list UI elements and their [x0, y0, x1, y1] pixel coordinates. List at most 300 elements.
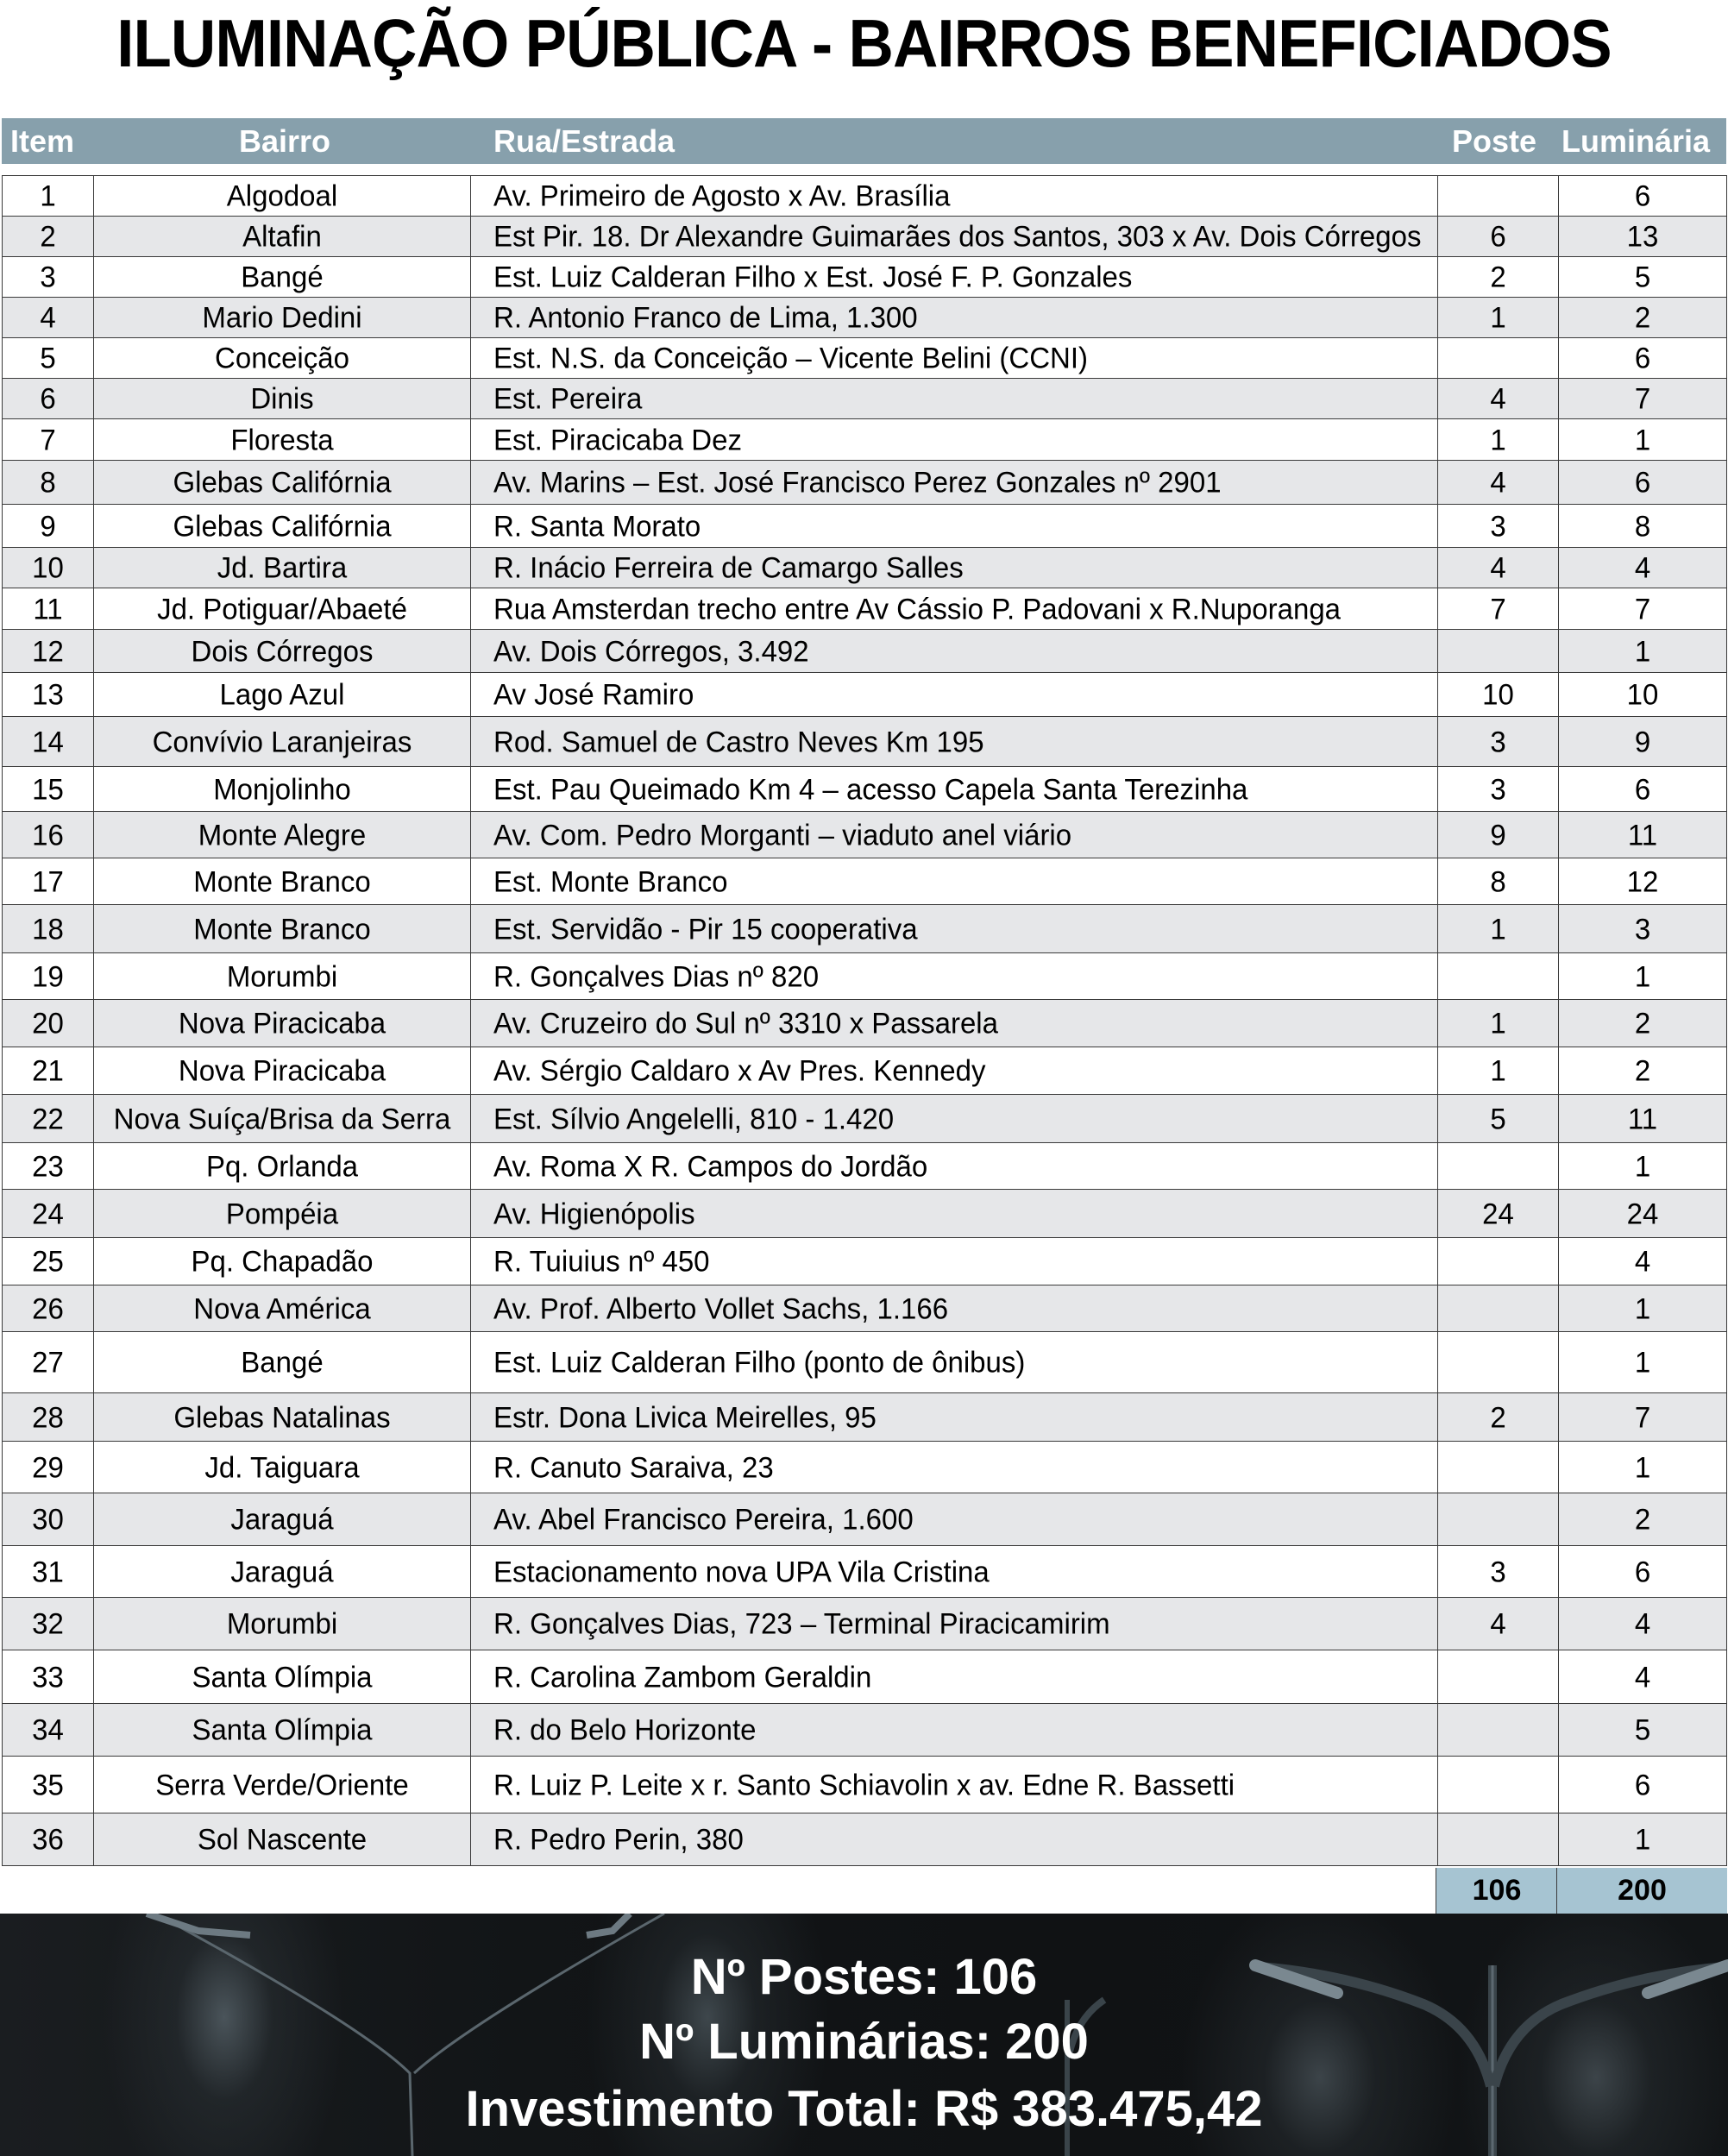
table-row	[3, 767, 1727, 812]
table-row	[3, 858, 1727, 905]
row-rua-cell	[471, 548, 1438, 588]
row-poste-cell	[1438, 812, 1559, 858]
row-rua: Av. Cruzeiro do Sul nº 3310 x Passarela	[493, 1006, 998, 1040]
row-rua-cell	[471, 1393, 1438, 1442]
row-bairro-cell	[94, 953, 471, 1000]
row-bairro-cell	[94, 1598, 471, 1650]
row-item: 19	[32, 959, 64, 993]
row-bairro-cell	[94, 1757, 471, 1813]
row-bairro-cell	[94, 673, 471, 717]
row-item: 36	[32, 1822, 64, 1856]
row-bairro-cell	[94, 505, 471, 548]
row-rua-cell	[471, 379, 1438, 419]
table-row	[3, 905, 1727, 953]
row-poste-cell	[1438, 548, 1559, 588]
row-item-cell	[3, 1393, 94, 1442]
row-poste-cell	[1438, 1047, 1559, 1095]
table-row	[3, 953, 1727, 1000]
row-poste: 6	[1490, 219, 1506, 253]
row-luminaria-cell	[1559, 1285, 1727, 1332]
row-luminaria-cell	[1559, 1598, 1727, 1650]
row-item-cell	[3, 1650, 94, 1704]
row-bairro-cell	[94, 1238, 471, 1285]
row-bairro: Jaraguá	[230, 1554, 334, 1588]
row-item-cell	[3, 505, 94, 548]
row-rua: R. Pedro Perin, 380	[493, 1822, 744, 1856]
row-bairro: Monte Branco	[193, 911, 371, 946]
row-bairro-cell	[94, 1047, 471, 1095]
table-row	[3, 379, 1727, 419]
row-bairro-cell	[94, 1704, 471, 1757]
row-luminaria: 1	[1634, 959, 1651, 993]
row-poste: 24	[1482, 1196, 1514, 1230]
table-row	[3, 1047, 1727, 1095]
table-row	[3, 1442, 1727, 1493]
row-item: 32	[32, 1606, 64, 1640]
table-row	[3, 338, 1727, 379]
row-rua: Av. Sérgio Caldaro x Av Pres. Kennedy	[493, 1053, 986, 1087]
row-poste-cell	[1438, 1393, 1559, 1442]
row-luminaria-cell	[1559, 1238, 1727, 1285]
row-rua-cell	[471, 1757, 1438, 1813]
row-bairro: Altafin	[242, 219, 322, 253]
row-luminaria: 6	[1634, 465, 1651, 499]
row-luminaria: 6	[1634, 179, 1651, 212]
row-item-cell	[3, 461, 94, 505]
row-luminaria: 1	[1634, 1449, 1651, 1484]
row-luminaria: 10	[1626, 677, 1659, 711]
row-bairro: Nova Piracicaba	[178, 1006, 386, 1040]
row-item-cell	[3, 338, 94, 379]
row-rua: Rod. Samuel de Castro Neves Km 195	[493, 724, 984, 758]
row-poste: 10	[1482, 677, 1514, 711]
row-item-cell	[3, 298, 94, 338]
row-bairro: Bangé	[241, 1345, 324, 1379]
row-bairro-cell	[94, 905, 471, 953]
row-rua-cell	[471, 176, 1438, 217]
row-luminaria: 4	[1634, 1659, 1651, 1694]
row-poste: 5	[1490, 1101, 1506, 1135]
row-bairro: Jd. Bartira	[217, 550, 348, 584]
table-row	[3, 588, 1727, 630]
row-item-cell	[3, 1598, 94, 1650]
row-item-cell	[3, 812, 94, 858]
row-luminaria-cell	[1559, 1813, 1727, 1866]
row-luminaria: 11	[1627, 817, 1658, 852]
row-item-cell	[3, 673, 94, 717]
row-item: 4	[40, 300, 56, 334]
table-row	[3, 1285, 1727, 1332]
row-item-cell	[3, 1190, 94, 1238]
row-rua-cell	[471, 1285, 1438, 1332]
row-luminaria: 11	[1627, 1101, 1658, 1135]
table-row	[3, 630, 1727, 673]
row-luminaria-cell	[1559, 673, 1727, 717]
row-bairro-cell	[94, 1190, 471, 1238]
row-luminaria-cell	[1559, 1000, 1727, 1047]
row-luminaria-cell	[1559, 858, 1727, 905]
row-item: 9	[40, 508, 56, 543]
row-item-cell	[3, 257, 94, 298]
row-bairro: Sol Nascente	[197, 1822, 368, 1856]
row-bairro-cell	[94, 298, 471, 338]
row-luminaria-cell	[1559, 812, 1727, 858]
row-rua-cell	[471, 1598, 1438, 1650]
row-poste: 1	[1490, 911, 1506, 946]
row-poste: 2	[1490, 260, 1506, 293]
row-bairro: Glebas Califórnia	[173, 465, 392, 499]
row-bairro-cell	[94, 1332, 471, 1393]
row-rua: R. Luiz P. Leite x r. Santo Schiavolin x av. Edne R. Bassetti	[493, 1767, 1235, 1801]
row-bairro: Algodoal	[226, 179, 338, 212]
row-luminaria: 7	[1634, 591, 1651, 625]
table-row	[3, 257, 1727, 298]
row-poste-cell	[1438, 379, 1559, 419]
row-bairro: Santa Olímpia	[192, 1659, 373, 1694]
row-item: 14	[32, 724, 64, 758]
row-luminaria-cell	[1559, 298, 1727, 338]
row-item-cell	[3, 1493, 94, 1546]
row-item: 18	[32, 911, 64, 946]
row-poste: 3	[1490, 771, 1506, 806]
row-item-cell	[3, 1095, 94, 1143]
row-item-cell	[3, 588, 94, 630]
table-row	[3, 812, 1727, 858]
row-item: 2	[40, 219, 56, 253]
row-item: 11	[33, 591, 63, 625]
total-luminarias: 200	[1556, 1868, 1727, 1914]
row-item-cell	[3, 548, 94, 588]
row-luminaria-cell	[1559, 548, 1727, 588]
row-rua: Est. Pereira	[493, 381, 643, 415]
row-item-cell	[3, 1704, 94, 1757]
row-poste-cell	[1438, 767, 1559, 812]
row-luminaria: 1	[1634, 422, 1651, 456]
row-bairro: Jaraguá	[230, 1502, 334, 1536]
row-rua: Av. Abel Francisco Pereira, 1.600	[493, 1502, 914, 1536]
row-item: 15	[32, 771, 64, 806]
row-poste-cell	[1438, 1285, 1559, 1332]
row-item: 28	[32, 1399, 64, 1434]
row-item-cell	[3, 1238, 94, 1285]
row-rua-cell	[471, 1813, 1438, 1866]
row-rua: Est. Pau Queimado Km 4 – acesso Capela Santa Terezinha	[493, 771, 1248, 806]
row-luminaria-cell	[1559, 176, 1727, 217]
row-luminaria-cell	[1559, 1393, 1727, 1442]
row-rua: R. Canuto Saraiva, 23	[493, 1449, 774, 1484]
row-item: 17	[32, 864, 64, 898]
row-poste-cell	[1438, 630, 1559, 673]
row-bairro: Nova Suíça/Brisa da Serra	[113, 1101, 451, 1135]
row-bairro-cell	[94, 1546, 471, 1598]
row-poste-cell	[1438, 1238, 1559, 1285]
row-poste-cell	[1438, 1546, 1559, 1598]
row-luminaria-cell	[1559, 419, 1727, 461]
row-poste-cell	[1438, 1650, 1559, 1704]
row-luminaria-cell	[1559, 767, 1727, 812]
row-luminaria: 7	[1634, 381, 1651, 415]
row-item: 22	[32, 1101, 64, 1135]
row-item-cell	[3, 1047, 94, 1095]
row-rua-cell	[471, 630, 1438, 673]
bairros-table	[2, 175, 1727, 1866]
row-luminaria-cell	[1559, 461, 1727, 505]
row-bairro: Jd. Taiguara	[204, 1449, 360, 1484]
row-luminaria-cell	[1559, 717, 1727, 767]
row-bairro-cell	[94, 1813, 471, 1866]
row-bairro-cell	[94, 767, 471, 812]
row-poste-cell	[1438, 953, 1559, 1000]
row-bairro-cell	[94, 548, 471, 588]
row-rua-cell	[471, 588, 1438, 630]
row-bairro: Pq. Chapadão	[191, 1244, 374, 1278]
row-rua: Est Pir. 18. Dr Alexandre Guimarães dos Santos, 303 x Av. Dois Córregos	[493, 219, 1422, 253]
row-rua: R. Antonio Franco de Lima, 1.300	[493, 300, 918, 334]
table-row	[3, 1546, 1727, 1598]
row-item-cell	[3, 1813, 94, 1866]
row-rua-cell	[471, 767, 1438, 812]
row-bairro: Santa Olímpia	[192, 1713, 373, 1746]
table-row	[3, 419, 1727, 461]
row-rua-cell	[471, 1238, 1438, 1285]
row-item: 12	[32, 633, 64, 668]
row-poste-cell	[1438, 298, 1559, 338]
row-poste: 1	[1490, 422, 1506, 456]
row-rua-cell	[471, 1047, 1438, 1095]
row-luminaria-cell	[1559, 338, 1727, 379]
row-rua: R. Tuiuius nº 450	[493, 1244, 710, 1278]
row-poste: 1	[1490, 300, 1506, 334]
row-bairro-cell	[94, 1393, 471, 1442]
row-rua: R. Gonçalves Dias nº 820	[493, 959, 820, 993]
row-poste-cell	[1438, 1332, 1559, 1393]
row-luminaria: 2	[1634, 1006, 1651, 1040]
row-rua: Av. Com. Pedro Morganti – viaduto anel viário	[493, 817, 1072, 852]
row-bairro: Nova Piracicaba	[178, 1053, 386, 1087]
row-rua-cell	[471, 419, 1438, 461]
row-luminaria-cell	[1559, 588, 1727, 630]
row-luminaria: 1	[1634, 1345, 1651, 1379]
row-luminaria: 6	[1634, 341, 1651, 374]
table-row	[3, 505, 1727, 548]
row-rua: Av José Ramiro	[493, 677, 694, 711]
row-luminaria-cell	[1559, 505, 1727, 548]
table-header	[2, 118, 1726, 164]
summary-banner	[0, 1914, 1728, 2156]
row-item: 13	[32, 677, 64, 711]
header-item: Item	[10, 123, 75, 159]
row-item: 3	[40, 260, 56, 293]
row-luminaria-cell	[1559, 257, 1727, 298]
header-bairro: Bairro	[239, 123, 331, 159]
row-luminaria-cell	[1559, 905, 1727, 953]
row-luminaria: 1	[1634, 1291, 1651, 1325]
row-item: 1	[40, 179, 56, 212]
table-row	[3, 1598, 1727, 1650]
row-rua-cell	[471, 257, 1438, 298]
row-item-cell	[3, 419, 94, 461]
row-bairro-cell	[94, 176, 471, 217]
row-luminaria-cell	[1559, 953, 1727, 1000]
row-poste-cell	[1438, 338, 1559, 379]
row-item-cell	[3, 905, 94, 953]
row-rua-cell	[471, 1095, 1438, 1143]
row-item: 29	[32, 1449, 64, 1484]
row-bairro: Floresta	[230, 422, 334, 456]
row-poste-cell	[1438, 505, 1559, 548]
row-poste-cell	[1438, 673, 1559, 717]
row-luminaria-cell	[1559, 630, 1727, 673]
row-luminaria: 5	[1634, 260, 1651, 293]
row-luminaria: 5	[1634, 1713, 1651, 1746]
row-luminaria-cell	[1559, 1546, 1727, 1598]
row-bairro-cell	[94, 461, 471, 505]
row-bairro: Pq. Orlanda	[205, 1148, 359, 1183]
row-rua: Av. Primeiro de Agosto x Av. Brasília	[493, 179, 951, 212]
row-rua-cell	[471, 858, 1438, 905]
row-rua: Est. Sílvio Angelelli, 810 - 1.420	[493, 1101, 895, 1135]
row-luminaria: 2	[1634, 1053, 1651, 1087]
row-poste-cell	[1438, 1757, 1559, 1813]
row-item: 25	[32, 1244, 64, 1278]
row-luminaria: 2	[1634, 300, 1651, 334]
table-row	[3, 1757, 1727, 1813]
row-rua-cell	[471, 338, 1438, 379]
row-rua: Est. Piracicaba Dez	[493, 422, 742, 456]
row-item-cell	[3, 767, 94, 812]
row-item: 33	[32, 1659, 64, 1694]
row-poste-cell	[1438, 588, 1559, 630]
row-bairro: Dinis	[250, 381, 314, 415]
table-row	[3, 461, 1727, 505]
row-luminaria-cell	[1559, 1442, 1727, 1493]
row-bairro-cell	[94, 1143, 471, 1190]
row-bairro: Morumbi	[226, 959, 338, 993]
row-bairro: Glebas Natalinas	[173, 1399, 391, 1434]
row-bairro: Jd. Potiguar/Abaeté	[157, 591, 407, 625]
row-rua: Av. Prof. Alberto Vollet Sachs, 1.166	[493, 1291, 949, 1325]
table-row	[3, 1493, 1727, 1546]
table-row	[3, 1000, 1727, 1047]
row-item: 20	[32, 1006, 64, 1040]
row-item: 10	[32, 550, 64, 584]
row-poste-cell	[1438, 858, 1559, 905]
row-item-cell	[3, 1143, 94, 1190]
row-rua-cell	[471, 505, 1438, 548]
row-rua-cell	[471, 1000, 1438, 1047]
row-luminaria: 6	[1634, 1554, 1651, 1588]
row-poste-cell	[1438, 1143, 1559, 1190]
row-bairro-cell	[94, 257, 471, 298]
summary-postes: Nº Postes: 106	[690, 1949, 1038, 2005]
row-item-cell	[3, 1285, 94, 1332]
row-item-cell	[3, 1000, 94, 1047]
table-row	[3, 217, 1727, 257]
row-bairro-cell	[94, 379, 471, 419]
row-poste: 4	[1490, 550, 1506, 584]
row-poste: 1	[1490, 1006, 1506, 1040]
row-item-cell	[3, 1546, 94, 1598]
row-rua-cell	[471, 1332, 1438, 1393]
row-poste: 2	[1490, 1399, 1506, 1434]
row-item: 23	[32, 1148, 64, 1183]
row-bairro-cell	[94, 630, 471, 673]
row-item: 30	[32, 1502, 64, 1536]
row-poste: 4	[1490, 465, 1506, 499]
row-item-cell	[3, 217, 94, 257]
row-item-cell	[3, 379, 94, 419]
row-item: 27	[32, 1345, 64, 1379]
total-postes: 106	[1436, 1868, 1557, 1914]
row-rua: R. Santa Morato	[493, 508, 701, 543]
row-rua-cell	[471, 1704, 1438, 1757]
row-bairro: Glebas Califórnia	[173, 508, 392, 543]
row-bairro-cell	[94, 217, 471, 257]
row-luminaria: 7	[1634, 1399, 1651, 1434]
row-rua-cell	[471, 1650, 1438, 1704]
table-row	[3, 1650, 1727, 1704]
summary-luminarias: Nº Luminárias: 200	[639, 2014, 1089, 2070]
row-bairro-cell	[94, 1442, 471, 1493]
row-luminaria-cell	[1559, 1047, 1727, 1095]
table-row	[3, 1704, 1727, 1757]
table-row	[3, 717, 1727, 767]
table-row	[3, 1813, 1727, 1866]
row-bairro: Monjolinho	[213, 771, 351, 806]
row-poste: 4	[1490, 1606, 1506, 1640]
row-item: 16	[32, 817, 64, 852]
row-item: 8	[40, 465, 56, 499]
row-luminaria-cell	[1559, 1650, 1727, 1704]
table-row	[3, 1143, 1727, 1190]
row-rua-cell	[471, 953, 1438, 1000]
row-bairro: Mario Dedini	[202, 300, 362, 334]
row-item: 21	[32, 1053, 64, 1087]
row-bairro: Bangé	[241, 260, 324, 293]
row-rua: Estacionamento nova UPA Vila Cristina	[493, 1554, 990, 1588]
row-poste-cell	[1438, 717, 1559, 767]
row-bairro: Monte Alegre	[198, 817, 367, 852]
row-luminaria: 6	[1634, 1767, 1651, 1801]
table-row	[3, 1238, 1727, 1285]
row-rua-cell	[471, 905, 1438, 953]
row-luminaria: 1	[1634, 1148, 1651, 1183]
row-bairro: Dois Córregos	[191, 633, 374, 668]
row-bairro-cell	[94, 812, 471, 858]
row-bairro-cell	[94, 1285, 471, 1332]
row-poste: 7	[1490, 591, 1506, 625]
row-rua-cell	[471, 1143, 1438, 1190]
row-luminaria-cell	[1559, 1143, 1727, 1190]
row-item-cell	[3, 1757, 94, 1813]
row-luminaria: 8	[1634, 508, 1651, 543]
row-rua-cell	[471, 812, 1438, 858]
row-poste: 9	[1490, 817, 1506, 852]
row-item-cell	[3, 1442, 94, 1493]
row-poste: 3	[1490, 724, 1506, 758]
row-rua: R. Carolina Zambom Geraldin	[493, 1659, 872, 1694]
row-bairro: Monte Branco	[193, 864, 371, 898]
row-rua: Av. Higienópolis	[493, 1196, 695, 1230]
row-item: 31	[32, 1554, 64, 1588]
row-rua: Est. Servidão - Pir 15 cooperativa	[493, 911, 918, 946]
row-rua-cell	[471, 217, 1438, 257]
row-bairro: Nova América	[193, 1291, 371, 1325]
table-row	[3, 1332, 1727, 1393]
row-bairro-cell	[94, 588, 471, 630]
row-bairro: Morumbi	[226, 1606, 338, 1640]
row-rua: R. do Belo Horizonte	[493, 1713, 757, 1746]
